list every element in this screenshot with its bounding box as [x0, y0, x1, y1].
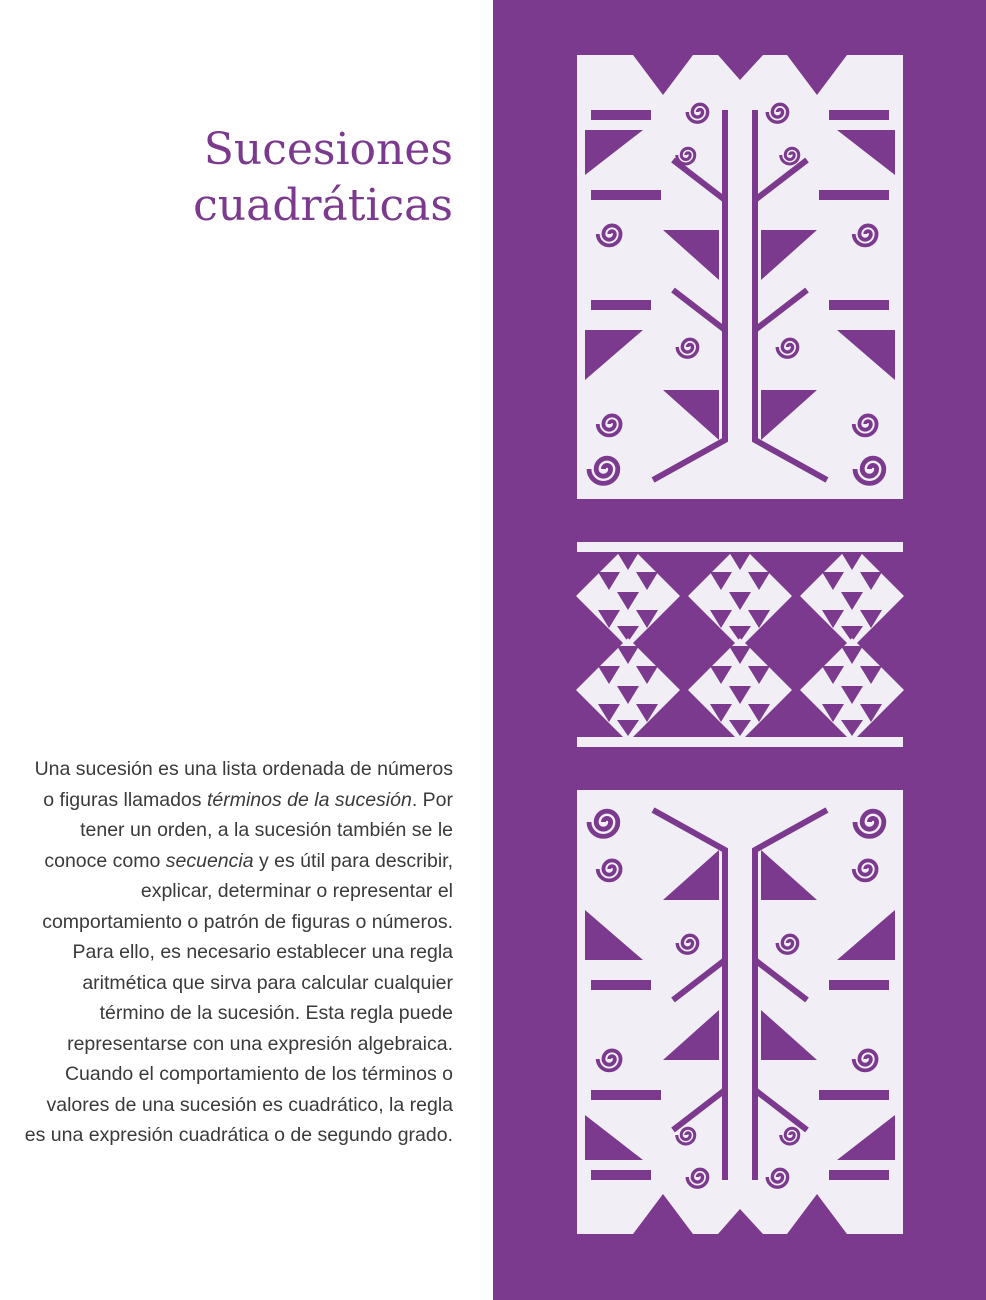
diamond-band [576, 542, 904, 747]
tree-of-life-top [577, 55, 903, 499]
tree-of-life-bottom [577, 790, 903, 1234]
intro-text-3: y es útil para describir, explicar, determinar o representar el comportamiento o patrón de figuras o números. Para ello, es necesario establecer una regla aritmética que sirva para calcular cualquier término de la sucesión. Esta regla puede representarse con una expresión algebraica. Cuando el comportamiento de los términos o valores de una sucesión es cuadrático, la regla es una expresión cuadrática o de segundo grado. [24, 849, 453, 1146]
intro-term-emphasis: términos de la sucesión [206, 788, 412, 811]
decorative-panel [493, 0, 986, 1300]
intro-text-1: Una sucesión es una lista ordenada de números o figuras llamados [34, 758, 453, 811]
intro-text-2: . Por tener un orden, a la sucesión también se le conoce como [44, 788, 453, 872]
title-line-1: Sucesiones [203, 124, 453, 175]
textile-pattern-graphic [493, 0, 986, 1300]
title-line-2: cuadráticas [193, 180, 453, 231]
intro-paragraph [23, 754, 453, 1151]
page-title [193, 122, 453, 234]
intro-sequence-emphasis: secuencia [165, 849, 254, 872]
